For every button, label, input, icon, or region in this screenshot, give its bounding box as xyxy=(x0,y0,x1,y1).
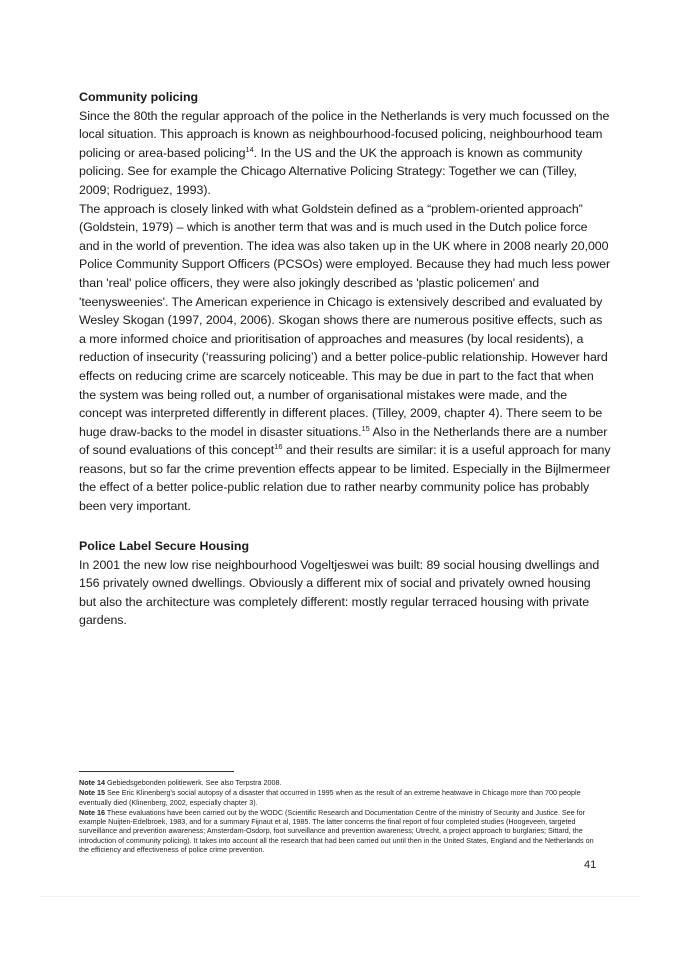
text-run: and their results are similar: it is a useful approach for many reasons, but so far the crime prevention effects appear to be limited. Especially in the Bijlmermeer the effect of a better police-public relation due to rather nearby community police has probably been very important. xyxy=(79,443,611,514)
section-heading: Community policing xyxy=(79,90,199,104)
footnote-ref-14[interactable]: 14 xyxy=(245,144,254,154)
section-heading: Police Label Secure Housing xyxy=(79,539,250,553)
footnote-14 xyxy=(79,778,599,787)
section-community-policing xyxy=(79,88,611,516)
footnote-ref-15[interactable]: 15 xyxy=(361,423,370,433)
text-run: . In the US and the UK the approach is known as community policing. See for example the Chicago Alternative Policing Strategy: Together we can (Tilley, 2009; Rodriguez, 1993). xyxy=(79,145,583,197)
footnote-separator xyxy=(79,771,234,772)
footnote-text: Gebiedsgebonden politiewerk. See also Terpstra 2008. xyxy=(106,778,282,787)
footnote-text: These evaluations have been carried out by the WODC (Scientific Research and Documentation Centre of the ministry of Security and Justice. See for example Nuijten-Edelbroek, 1983, and for a summary Fijnaut et al, 1985. The latter concerns the final report of four completed studies (Hoogeveen, targeted surveillance and prevention awareness; Amsterdam-Osdorp, foot surveillance and prevention awareness; Utrecht, a project approach to burglaries; Sittard, the introduction of community policing). It takes into account all the research that had been carried out until then in the United States, England and the Netherlands on the efficiency and effectiveness of police crime prevention. xyxy=(79,807,594,855)
footnote-label: Note 16 xyxy=(79,807,105,817)
footnote-label: Note 14 xyxy=(79,778,105,787)
text-run: Since the 80th the regular approach of the police in the Netherlands is very much focussed on the local situation. This approach is known as neighbourhood-focused policing, neighbourhood team policing or area-based policing xyxy=(79,108,610,160)
footnote-ref-16[interactable]: 16 xyxy=(274,442,283,452)
footnote-text: See Eric Klinenberg's social autopsy of a disaster that occurred in 1995 when as the result of an extreme heatwave in Chicago more than 700 people eventually died (Klinenberg, 2002, especially chapter 3). xyxy=(79,788,581,807)
paragraph xyxy=(79,107,611,200)
footnote-label: Note 15 xyxy=(79,788,105,798)
footnotes xyxy=(79,778,599,855)
text-run: In 2001 the new low rise neighbourhood Vogeltjeswei was built: 89 social housing dwellings and 156 privately owned dwellings. Obviously a different mix of social and privately owned housing but also the architecture was completely different: mostly regular terraced housing with private gardens. xyxy=(79,557,600,628)
text-run: The approach is closely linked with what Goldstein defined as a “problem-oriented approach” (Goldstein, 1979) – which is another term that was and is much used in the Dutch police force and in the world of prevention. The idea was also taken up in the UK where in 2008 nearly 20,000 Police Community Support Officers (PCSOs) were employed. Because they had much less power than 'real' police officers, they were also jokingly described as 'plastic policemen' and 'teenysweenies'. The American experience in Chicago is extensively described and evaluated by Wesley Skogan (1997, 2004, 2006). Skogan shows there are numerous positive effects, such as a more informed choice and prioritisation of approaches and measures (by local residents), a reduction of insecurity (‘reassuring policing’) and a better police-public relationship. However hard effects on reducing crime are scarcely noticeable. This may be due in part to the fact that when the system was being rolled out, a number of organisational mistakes were made, and the concept was interpreted differently in different places. (Tilley, 2009, chapter 4). There seem to be huge draw-backs to the model in disaster situations. xyxy=(79,201,611,439)
page-number: 41 xyxy=(584,859,597,871)
scan-artifact-line xyxy=(40,896,640,897)
paragraph xyxy=(79,200,611,516)
section-police-label-secure-housing xyxy=(79,537,611,630)
text-run: Also in the Netherlands there are a number of sound evaluations of this concept xyxy=(79,424,608,458)
footnote-16 xyxy=(79,808,599,854)
footnote-15 xyxy=(79,788,599,807)
paragraph xyxy=(79,556,611,630)
